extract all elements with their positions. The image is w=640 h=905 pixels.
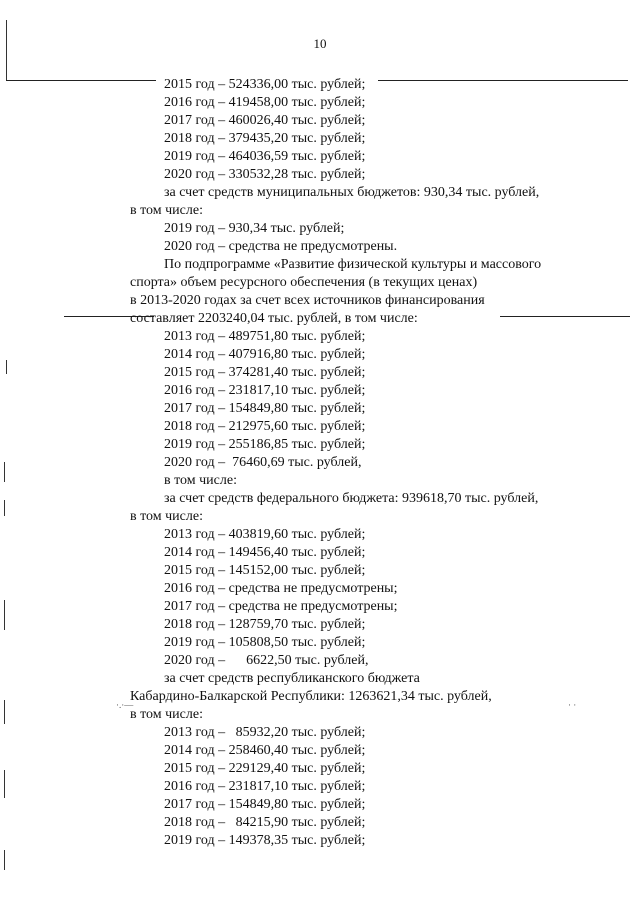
- text-line: 2017 год – 460026,40 тыс. рублей;: [164, 113, 366, 128]
- text-line: 2017 год – средства не предусмотрены;: [164, 599, 398, 614]
- text-line: 2019 год – 464036,59 тыс. рублей;: [164, 149, 366, 164]
- text-line: за счет средств федерального бюджета: 939618,70 тыс. рублей,: [164, 491, 539, 506]
- text-line: 2013 год – 489751,80 тыс. рублей;: [164, 329, 366, 344]
- text-line: 2016 год – 231817,10 тыс. рублей;: [164, 383, 366, 398]
- text-line: 2016 год – средства не предусмотрены;: [164, 581, 398, 596]
- text-line: 2019 год – 255186,85 тыс. рублей;: [164, 437, 366, 452]
- scan-margin-mark: [4, 462, 5, 482]
- scan-rule: [6, 80, 156, 81]
- scan-speck: ·.·—: [116, 700, 134, 710]
- text-line: 2019 год – 105808,50 тыс. рублей;: [164, 635, 366, 650]
- text-line: в том числе:: [164, 473, 237, 488]
- text-line: в 2013-2020 годах за счет всех источников финансирования: [130, 293, 485, 308]
- text-line: 2019 год – 149378,35 тыс. рублей;: [164, 833, 366, 848]
- text-line: 2019 год – 930,34 тыс. рублей;: [164, 221, 345, 236]
- text-line: 2018 год – 84215,90 тыс. рублей;: [164, 815, 366, 830]
- text-line: в том числе:: [130, 509, 203, 524]
- text-line: спорта» объем ресурсного обеспечения (в текущих ценах): [130, 275, 478, 290]
- text-line: за счет средств муниципальных бюджетов: 930,34 тыс. рублей,: [164, 185, 540, 200]
- scan-margin-mark: [6, 20, 7, 80]
- text-line: По подпрограмме «Развитие физической культуры и массового: [164, 257, 542, 272]
- text-line: в том числе:: [130, 707, 203, 722]
- text-line: 2015 год – 374281,40 тыс. рублей;: [164, 365, 366, 380]
- text-line: 2015 год – 524336,00 тыс. рублей;: [164, 77, 366, 92]
- scan-speck: · ·: [568, 700, 577, 710]
- scan-margin-mark: [4, 770, 5, 798]
- text-line: 2015 год – 229129,40 тыс. рублей;: [164, 761, 366, 776]
- scan-margin-mark: [4, 600, 5, 630]
- text-line: за счет средств республиканского бюджета: [164, 671, 420, 686]
- text-line: 2014 год – 149456,40 тыс. рублей;: [164, 545, 366, 560]
- text-line: Кабардино-Балкарской Республики: 1263621,34 тыс. рублей,: [130, 689, 492, 704]
- scan-margin-mark: [4, 850, 5, 870]
- text-line: 2013 год – 403819,60 тыс. рублей;: [164, 527, 366, 542]
- text-line: 2018 год – 212975,60 тыс. рублей;: [164, 419, 366, 434]
- text-line: 2020 год – 330532,28 тыс. рублей;: [164, 167, 366, 182]
- text-line: 2014 год – 258460,40 тыс. рублей;: [164, 743, 366, 758]
- text-line: 2015 год – 145152,00 тыс. рублей;: [164, 563, 366, 578]
- scan-rule: [378, 80, 628, 81]
- text-line: 2020 год – 76460,69 тыс. рублей,: [164, 455, 362, 470]
- text-line: 2020 год – 6622,50 тыс. рублей,: [164, 653, 369, 668]
- text-line: 2018 год – 128759,70 тыс. рублей;: [164, 617, 366, 632]
- text-line: 2018 год – 379435,20 тыс. рублей;: [164, 131, 366, 146]
- page-number: 10: [313, 36, 327, 51]
- text-line: 2017 год – 154849,80 тыс. рублей;: [164, 797, 366, 812]
- scan-margin-mark: [4, 500, 5, 516]
- text-line: в том числе:: [130, 203, 203, 218]
- text-line: 2017 год – 154849,80 тыс. рублей;: [164, 401, 366, 416]
- scan-margin-mark: [4, 700, 5, 724]
- text-line: 2014 год – 407916,80 тыс. рублей;: [164, 347, 366, 362]
- scan-rule: [500, 316, 630, 317]
- text-line: 2016 год – 419458,00 тыс. рублей;: [164, 95, 366, 110]
- text-line: 2020 год – средства не предусмотрены.: [164, 239, 398, 254]
- text-line: составляет 2203240,04 тыс. рублей, в том числе:: [130, 311, 418, 326]
- text-line: 2013 год – 85932,20 тыс. рублей;: [164, 725, 366, 740]
- text-line: 2016 год – 231817,10 тыс. рублей;: [164, 779, 366, 794]
- scan-margin-mark: [6, 360, 7, 374]
